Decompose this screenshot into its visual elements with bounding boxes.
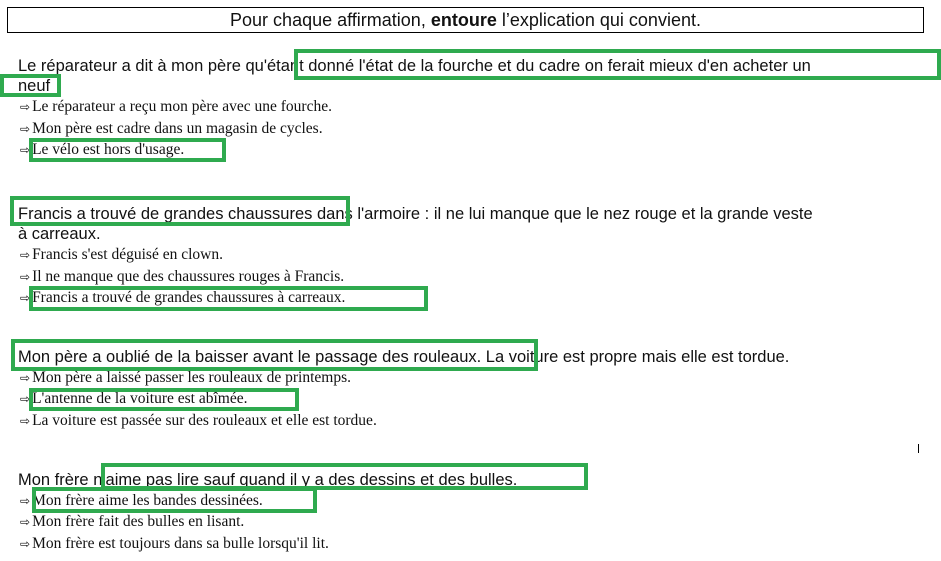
q4-highlight-statement [101, 463, 588, 490]
arrow-icon: ⇨ [20, 371, 31, 385]
option-text: La voiture est passée sur des rouleaux et elle est tordue. [32, 412, 377, 429]
arrow-icon: ⇨ [20, 537, 31, 551]
q1-highlight-continuation [0, 74, 61, 97]
q2-statement-line1: Francis a trouvé de grandes chaussures dans l'armoire : il ne lui manque que le nez rouge et la grande veste [18, 205, 813, 223]
arrow-icon: ⇨ [20, 291, 31, 305]
stray-mark [918, 444, 919, 453]
option-text: Mon frère aime les bandes dessinées. [32, 492, 263, 509]
option-text: Mon frère fait des bulles en lisant. [32, 513, 245, 530]
q2-option-1[interactable] [20, 246, 223, 264]
q3-highlight-answer [29, 388, 299, 411]
q2-option-2[interactable] [20, 268, 344, 286]
arrow-icon: ⇨ [20, 414, 31, 428]
option-text: L'antenne de la voiture est abîmée. [32, 390, 248, 407]
arrow-icon: ⇨ [20, 143, 31, 157]
q1-highlight-answer [29, 138, 226, 162]
q1-highlight-statement [294, 49, 941, 80]
option-text: Mon père a laissé passer les rouleaux de printemps. [32, 369, 352, 386]
arrow-icon: ⇨ [20, 515, 31, 529]
option-text: Il ne manque que des chaussures rouges à Francis. [32, 268, 345, 285]
q3-highlight-statement [11, 339, 538, 371]
q2-highlight-answer [29, 286, 428, 311]
q4-statement-line1: Mon frère n'aime pas lire sauf quand il y a des dessins et des bulles. [18, 471, 518, 489]
instruction-text-start: Pour chaque affirmation, [230, 10, 431, 30]
q2-highlight-statement [10, 196, 350, 226]
q3-option-3[interactable] [20, 412, 377, 430]
q3-statement-line1: Mon père a oublié de la baisser avant le passage des rouleaux. La voiture est propre mais elle est tordue. [18, 348, 790, 366]
arrow-icon: ⇨ [20, 122, 31, 136]
q1-option-1[interactable] [20, 98, 332, 116]
option-text: Francis s'est déguisé en clown. [32, 246, 223, 263]
arrow-icon: ⇨ [20, 392, 31, 406]
option-text: Le réparateur a reçu mon père avec une fourche. [32, 98, 332, 115]
q1-statement-line1: Le réparateur a dit à mon père qu'étant donné l'état de la fourche et du cadre on ferait mieux d'en acheter un [18, 57, 811, 75]
option-text: Francis a trouvé de grandes chaussures à carreaux. [32, 289, 346, 306]
q3-option-1[interactable] [20, 369, 351, 387]
option-text: Mon frère est toujours dans sa bulle lorsqu'il lit. [32, 535, 329, 552]
q1-statement-line2: neuf [18, 77, 51, 95]
arrow-icon: ⇨ [20, 270, 31, 284]
arrow-icon: ⇨ [20, 248, 31, 262]
instruction-text-end: l’explication qui convient. [496, 10, 701, 30]
option-text: Mon père est cadre dans un magasin de cycles. [32, 120, 323, 137]
q4-highlight-answer [32, 487, 317, 513]
q2-statement-line2: à carreaux. [18, 225, 101, 243]
arrow-icon: ⇨ [20, 100, 31, 114]
q4-option-3[interactable] [20, 535, 329, 553]
q4-option-2[interactable] [20, 513, 244, 531]
arrow-icon: ⇨ [20, 494, 31, 508]
instruction-keyword: entoure [430, 10, 497, 30]
option-text: Le vélo est hors d'usage. [32, 141, 185, 158]
q1-option-2[interactable] [20, 120, 323, 138]
instruction-header [7, 7, 924, 33]
